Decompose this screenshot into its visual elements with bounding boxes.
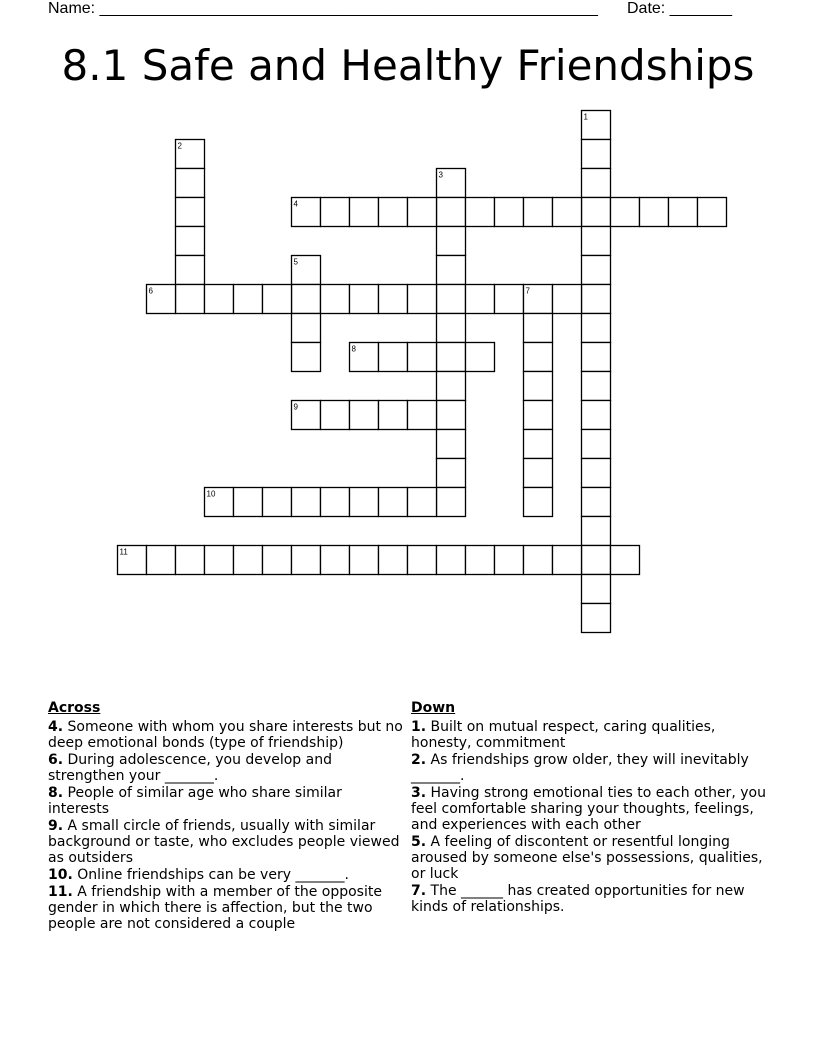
clue-text: Online friendships can be very _______. xyxy=(77,867,349,883)
cell-number: 2 xyxy=(177,141,182,151)
grid-cell[interactable] xyxy=(437,227,466,256)
clue-number: 7. xyxy=(411,883,427,899)
grid-cell[interactable] xyxy=(350,488,379,517)
grid-cell[interactable] xyxy=(582,604,611,633)
grid-cell[interactable] xyxy=(321,488,350,517)
grid-cell[interactable] xyxy=(582,169,611,198)
grid-cell[interactable] xyxy=(408,343,437,372)
grid-cell[interactable] xyxy=(582,140,611,169)
grid-cell[interactable] xyxy=(553,198,582,227)
across-clues xyxy=(48,700,403,933)
grid-cell[interactable] xyxy=(582,285,611,314)
name-field[interactable]: Name: ________________________________________________________ xyxy=(48,0,598,17)
clue-text: During adolescence, you develop and strengthen your _______. xyxy=(48,752,332,784)
clue-down-7 xyxy=(411,883,773,915)
grid-cell[interactable] xyxy=(582,256,611,285)
grid-cell[interactable] xyxy=(495,546,524,575)
grid-cell[interactable] xyxy=(321,401,350,430)
grid-cell[interactable] xyxy=(292,546,321,575)
clue-down-2 xyxy=(411,752,773,784)
grid-cell[interactable] xyxy=(437,430,466,459)
grid-cell[interactable] xyxy=(205,546,234,575)
grid-cell[interactable] xyxy=(379,488,408,517)
clue-across-4 xyxy=(48,719,403,751)
grid-cell[interactable] xyxy=(292,285,321,314)
grid-cell[interactable] xyxy=(640,198,669,227)
grid-cell[interactable] xyxy=(553,285,582,314)
grid-cell[interactable] xyxy=(524,430,553,459)
clue-number: 4. xyxy=(48,719,64,735)
grid-cell[interactable] xyxy=(437,372,466,401)
grid-cell[interactable] xyxy=(292,343,321,372)
clue-text: Someone with whom you share interests but no deep emotional bonds (type of friendship) xyxy=(48,719,403,751)
clue-text: Built on mutual respect, caring qualities, honesty, commitment xyxy=(411,719,716,751)
grid-cell[interactable] xyxy=(466,343,495,372)
grid-cell[interactable] xyxy=(176,227,205,256)
clue-number: 3. xyxy=(411,785,427,801)
grid-cell[interactable] xyxy=(524,488,553,517)
grid-cell[interactable] xyxy=(466,546,495,575)
grid-cell[interactable] xyxy=(582,198,611,227)
cell-number: 4 xyxy=(293,199,298,209)
cell-number: 1 xyxy=(583,112,588,122)
cell-number: 5 xyxy=(293,257,298,267)
cell-number: 3 xyxy=(438,170,443,180)
grid-cell[interactable] xyxy=(263,488,292,517)
grid-cell[interactable] xyxy=(582,372,611,401)
grid-cell[interactable] xyxy=(524,401,553,430)
cell-number: 8 xyxy=(351,344,356,354)
grid-cell[interactable] xyxy=(234,285,263,314)
clue-across-6 xyxy=(48,752,403,784)
grid-cell[interactable] xyxy=(234,546,263,575)
clue-number: 8. xyxy=(48,785,64,801)
clue-text: A feeling of discontent or resentful longing aroused by someone else's possessions, qualities, or luck xyxy=(411,834,763,882)
grid-cell[interactable] xyxy=(524,459,553,488)
grid-cell[interactable] xyxy=(524,546,553,575)
grid-cell[interactable] xyxy=(263,285,292,314)
grid-cell[interactable] xyxy=(321,198,350,227)
clue-text: Having strong emotional ties to each other, you feel comfortable sharing your thoughts, feelings, and experiences with each other xyxy=(411,785,766,833)
grid-cell[interactable] xyxy=(669,198,698,227)
clue-across-10 xyxy=(48,867,403,883)
clue-across-11 xyxy=(48,884,403,932)
cell-number: 7 xyxy=(525,286,530,296)
grid-cell[interactable] xyxy=(176,169,205,198)
grid-cell[interactable] xyxy=(698,198,727,227)
grid-cell[interactable] xyxy=(379,285,408,314)
grid-cell[interactable] xyxy=(582,401,611,430)
down-heading: Down xyxy=(411,700,456,716)
grid-cell[interactable] xyxy=(176,198,205,227)
grid-cell[interactable] xyxy=(582,227,611,256)
grid-cell[interactable] xyxy=(466,198,495,227)
grid-cell[interactable] xyxy=(437,459,466,488)
clue-down-5 xyxy=(411,834,773,882)
clue-across-9 xyxy=(48,818,403,866)
grid-cell[interactable] xyxy=(263,546,292,575)
grid-cell[interactable] xyxy=(350,546,379,575)
grid-cell[interactable] xyxy=(408,285,437,314)
grid-cell[interactable] xyxy=(466,285,495,314)
grid-cell[interactable] xyxy=(321,285,350,314)
clue-number: 10. xyxy=(48,867,73,883)
grid-cell[interactable] xyxy=(292,488,321,517)
grid-cell[interactable] xyxy=(176,256,205,285)
grid-cell[interactable] xyxy=(611,546,640,575)
grid-cell[interactable] xyxy=(205,285,234,314)
cell-number: 10 xyxy=(206,489,216,499)
clue-number: 6. xyxy=(48,752,64,768)
clue-text: A small circle of friends, usually with similar background or taste, who excludes people viewed as outsiders xyxy=(48,818,400,866)
grid-cell[interactable] xyxy=(582,459,611,488)
grid-cell[interactable] xyxy=(582,575,611,604)
date-field[interactable]: Date: _______ xyxy=(627,0,732,17)
page-title: 8.1 Safe and Healthy Friendships xyxy=(61,41,755,90)
grid-cell[interactable] xyxy=(350,198,379,227)
clue-number: 1. xyxy=(411,719,427,735)
clue-number: 11. xyxy=(48,884,73,900)
grid-cell[interactable] xyxy=(582,314,611,343)
grid-cell[interactable] xyxy=(611,198,640,227)
grid-cell[interactable] xyxy=(234,488,263,517)
clue-down-1 xyxy=(411,719,773,751)
clue-text: The ______ has created opportunities for new kinds of relationships. xyxy=(411,883,745,915)
clue-across-8 xyxy=(48,785,403,817)
grid-cell[interactable] xyxy=(321,546,350,575)
grid-cell[interactable] xyxy=(495,285,524,314)
grid-cell[interactable] xyxy=(524,343,553,372)
clue-number: 9. xyxy=(48,818,64,834)
clue-text: People of similar age who share similar interests xyxy=(48,785,342,817)
grid-cell[interactable] xyxy=(553,546,582,575)
grid-cell[interactable] xyxy=(524,198,553,227)
grid-cell[interactable] xyxy=(350,401,379,430)
grid-cell[interactable] xyxy=(408,488,437,517)
down-clues xyxy=(411,700,773,916)
clue-text: As friendships grow older, they will inevitably _______. xyxy=(411,752,749,784)
grid-cell[interactable] xyxy=(437,343,466,372)
grid-cell[interactable] xyxy=(379,198,408,227)
grid-cell[interactable] xyxy=(437,488,466,517)
grid-cell[interactable] xyxy=(495,198,524,227)
grid-cell[interactable] xyxy=(437,256,466,285)
grid-cell[interactable] xyxy=(379,546,408,575)
grid-cell[interactable] xyxy=(350,285,379,314)
grid-cell[interactable] xyxy=(408,546,437,575)
cell-number: 6 xyxy=(148,286,153,296)
grid-cell[interactable] xyxy=(582,517,611,546)
clue-text: A friendship with a member of the opposite gender in which there is affection, but the two people are not considered a couple xyxy=(48,884,382,932)
grid-cell[interactable] xyxy=(437,546,466,575)
grid-cell[interactable] xyxy=(524,314,553,343)
cell-number: 9 xyxy=(293,402,298,412)
grid-cell[interactable] xyxy=(176,285,205,314)
clue-down-3 xyxy=(411,785,773,833)
grid-cell[interactable] xyxy=(582,343,611,372)
grid-cell[interactable] xyxy=(437,401,466,430)
grid-cell[interactable] xyxy=(408,401,437,430)
grid-cell[interactable] xyxy=(437,285,466,314)
grid-cell[interactable] xyxy=(582,546,611,575)
grid-cell[interactable] xyxy=(292,314,321,343)
grid-cell[interactable] xyxy=(408,198,437,227)
cell-number: 11 xyxy=(119,547,128,557)
grid-cell[interactable] xyxy=(582,488,611,517)
grid-cell[interactable] xyxy=(379,343,408,372)
clue-number: 5. xyxy=(411,834,427,850)
grid-cell[interactable] xyxy=(437,314,466,343)
clue-number: 2. xyxy=(411,752,427,768)
grid-cell[interactable] xyxy=(582,430,611,459)
grid-cell[interactable] xyxy=(176,546,205,575)
grid-cell[interactable] xyxy=(437,198,466,227)
grid-cell[interactable] xyxy=(147,546,176,575)
grid-cell[interactable] xyxy=(379,401,408,430)
grid-cell[interactable] xyxy=(524,372,553,401)
across-heading: Across xyxy=(48,700,101,716)
